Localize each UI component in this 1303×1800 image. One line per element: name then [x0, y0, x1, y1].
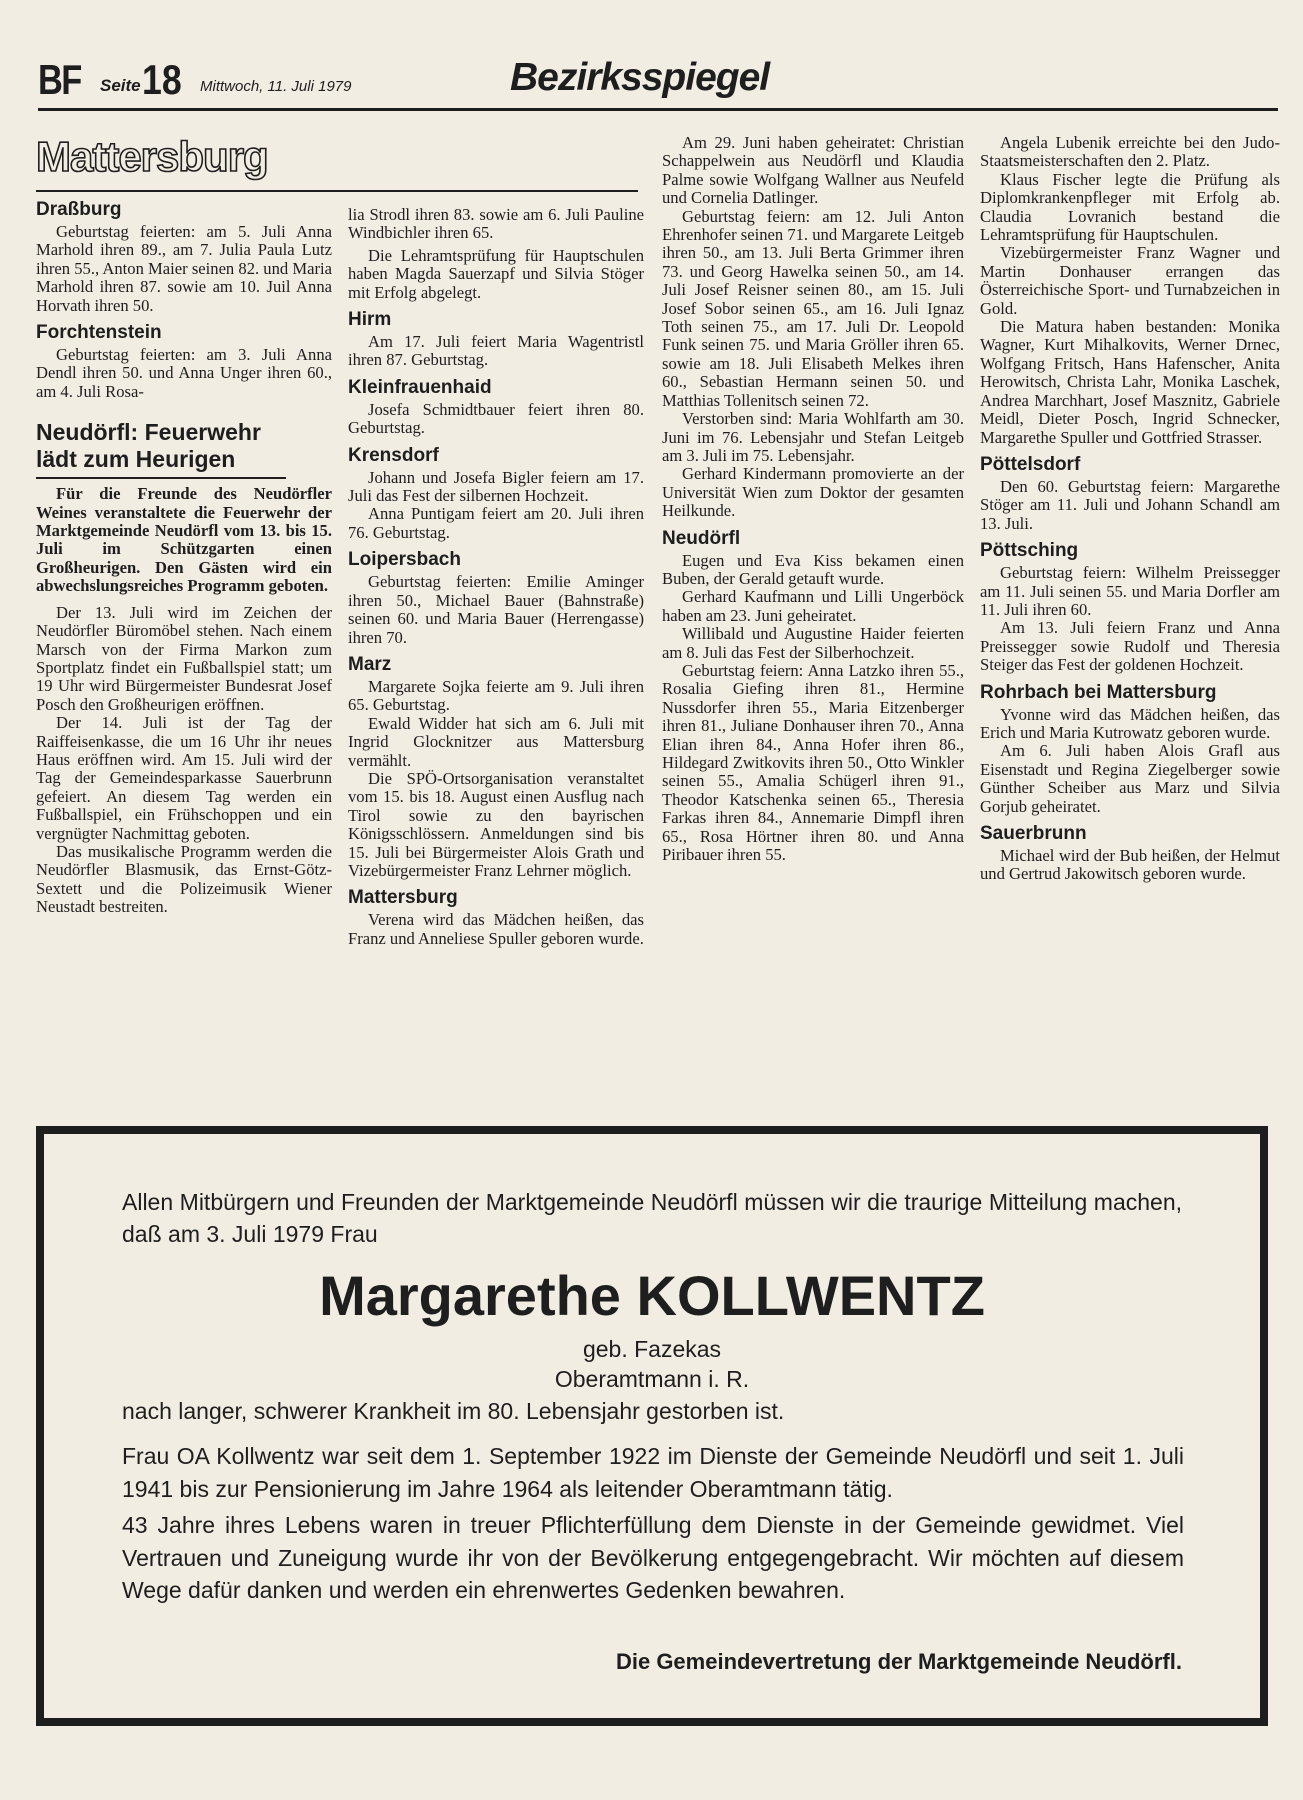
paragraph: Eugen und Eva Kiss bekamen einen Buben, der Gerald getauft wurde.	[662, 550, 964, 588]
paragraph: Angela Lubenik erreichte bei den Judo-Staatsmeisterschaften den 2. Platz.	[980, 133, 1280, 171]
heading-kleinfrauenhaid: Kleinfrauenhaid	[348, 376, 492, 398]
heading-poettelsdorf: Pöttelsdorf	[980, 453, 1081, 475]
paragraph: Gerhard Kindermann promovierte an der Universität Wien zum Doktor der gesamten Heilkunde.	[662, 464, 964, 521]
paragraph: Geburtstag feierten: am 5. Juli Anna Marhold ihren 89., am 7. Julia Paula Lutz ihren 55., Anton Maier seinen 82. und Maria Marhold ihren 87. sowie am 10. Juil Anna Horvath ihren 50.	[36, 222, 332, 315]
paragraph: Anna Puntigam feiert am 20. Juli ihren 76. Geburtstag.	[348, 504, 644, 542]
paragraph: Josefa Schmidtbauer feiert ihren 80. Geburtstag.	[348, 399, 644, 438]
heading-rohrbach: Rohrbach bei Mattersburg	[980, 681, 1217, 703]
page-number: 18	[142, 56, 182, 103]
feature-headline-line1: Neudörfl: Feuerwehr	[36, 419, 261, 446]
notice-body	[122, 1440, 1184, 1611]
issue-date: Mittwoch, 11. Juli 1979	[200, 78, 352, 95]
paragraph: Der 13. Juli wird im Zeichen der Neudörfler Büromöbel stehen. Nach einem Marsch von der Firma Markon zum Sportplatz findet ein Fußballspiel statt; um 19 Uhr wird Bürgermeister Bundesrat Josef Posch den Großheurigen eröffnen.	[36, 602, 332, 714]
column-1	[36, 128, 332, 917]
paragraph: Geburtstag feiern: am 12. Juli Anton Ehrenhofer seinen 71. und Margarete Leitgeb ihren 50., am 13. Juli Berta Grimmer ihren 73. und Georg Hawelka seinen 50., am 14. Juli Josef Reisner seinen 80., am 15. Juli Josef Sobor seinen 65., am 16. Juli Ignaz Toth seinen 75., am 17. Juli Dr. Leopold Funk seinen 75. und Maria Gröller ihren 65. sowie am 18. Juli Elisabeth Melkes ihren 60., Sebastian Hermann seinen 50. und Matthias Tollenitsch seinen 72.	[662, 206, 964, 410]
paragraph: Vizebürgermeister Franz Wagner und Martin Donhauser errangen das Österreichische Sport- und Turnabzeichen in Gold.	[980, 243, 1280, 318]
heading-hirm: Hirm	[348, 309, 392, 331]
paragraph: Willibald und Augustine Haider feierten am 8. Juli das Fest der Silberhochzeit.	[662, 624, 964, 662]
paragraph: Den 60. Geburtstag feiern: Margarethe Stöger am 11. Juli und Johann Schandl am 13. Juli.	[980, 476, 1280, 533]
heading-poettsching: Pöttsching	[980, 540, 1079, 562]
paragraph: Der 14. Juli ist der Tag der Raiffeisenkasse, die um 16 Uhr ihr neues Haus eröffnen wird. Am 15. Juli wird der Tag der Gemeindesparkasse Sauerbrunn gefeiert. An diesem Tag werden ein Fußballspiel, ein Frühschoppen und ein vergnügter Nachmittag geboten.	[36, 713, 332, 843]
paragraph: Geburtstag feiern: Wilhelm Preissegger am 11. Juli seinen 55. und Maria Dorfler am 11. Juli ihren 60.	[980, 563, 1280, 619]
feature-rule	[36, 477, 286, 479]
heading-krensdorf: Krensdorf	[348, 444, 439, 466]
paragraph: Gerhard Kaufmann und Lilli Ungerböck haben am 23. Juni geheiratet.	[662, 587, 964, 625]
feature-headline	[36, 419, 332, 473]
column-3	[662, 134, 964, 864]
section-title: Bezirksspiegel	[510, 56, 770, 99]
paragraph: Johann und Josefa Bigler feiern am 17. Juli das Fest der silbernen Hochzeit.	[348, 467, 644, 506]
notice-died: nach langer, schwerer Krankheit im 80. Lebensjahr gestorben ist.	[122, 1398, 785, 1424]
page-label: Seite	[100, 76, 141, 95]
notice-signature: Die Gemeindevertretung der Marktgemeinde Neudörfl.	[615, 1649, 1182, 1674]
heading-loipersbach: Loipersbach	[348, 549, 461, 571]
maiden-name: geb. Fazekas	[582, 1336, 722, 1362]
paragraph: Geburtstag feierten: am 3. Juli Anna Dendl ihren 50. und Anna Unger ihren 60., am 4. Juli Rosa-	[36, 345, 332, 401]
obituary-notice	[36, 1126, 1268, 1726]
column-2	[348, 206, 644, 948]
paragraph: Verstorben sind: Maria Wohlfarth am 30. Juni im 76. Lebensjahr und Stefan Leitgeb am 3. Juli im 75. Lebensjahr.	[662, 409, 964, 465]
paragraph: Die Lehramtsprüfung für Hauptschulen haben Magda Sauerzapf und Silvia Stöger mit Erfolg abgelegt.	[348, 245, 644, 302]
paragraph: lia Strodl ihren 83. sowie am 6. Juli Pauline Windbichler ihren 65.	[348, 205, 644, 243]
paragraph: Das musikalische Programm werden die Neudörfler Blasmusik, das Ernst-Götz-Sextett und die Polizeimusik Wiener Neustadt bestreiten.	[36, 841, 332, 917]
paragraph: Am 13. Juli feiern Franz und Anna Preissegger sowie Rudolf und Theresia Steiger das Fest der goldenen Hochzeit.	[980, 618, 1280, 675]
notice-paragraph: 43 Jahre ihres Lebens waren in treuer Pflichterfüllung dem Dienste in der Gemeinde gewidmet. Viel Vertrauen und Zuneigung wurde ihr von der Bevölkerung entgegengebracht. Wir möchten auf diesem Wege dafür danken und werden ein ehrenwertes Gedenken bewahren.	[122, 1512, 1184, 1603]
paragraph: Klaus Fischer legte die Prüfung als Diplomkrankenpfleger mit Erfolg ab. Claudia Lovranich bestand die Lehramtsprüfung für Hauptschulen.	[980, 169, 1280, 245]
heading-mattersburg: Mattersburg	[348, 887, 458, 909]
paragraph: Verena wird das Mädchen heißen, das Franz und Anneliese Spuller geboren wurde.	[348, 910, 644, 948]
town-heading: Mattersburg	[36, 133, 268, 180]
heading-neudoerfl: Neudörfl	[662, 527, 741, 549]
paragraph: Ewald Widder hat sich am 6. Juli mit Ingrid Glocknitzer aus Mattersburg vermählt.	[348, 713, 644, 770]
notice-intro: Allen Mitbürgern und Freunden der Marktgemeinde Neudörfl müssen wir die traurige Mitteilung machen, daß am 3. Juli 1979 Frau	[122, 1189, 1182, 1247]
deceased-title: Oberamtmann i. R.	[554, 1366, 750, 1392]
paper-logo: BF	[38, 56, 81, 103]
column-4	[980, 134, 1280, 884]
paragraph: Am 29. Juni haben geheiratet: Christian Schappelwein aus Neudörfl und Klaudia Palme sowie Wolfgang Wallner aus Neufeld und Cornelia Datlinger.	[662, 133, 964, 208]
heading-forchtenstein: Forchtenstein	[36, 322, 162, 344]
paragraph: Am 6. Juli haben Alois Grafl aus Eisenstadt und Regina Ziegelberger sowie Günther Scheiber aus Marz und Silvia Gorjub geheiratet.	[980, 741, 1280, 816]
town-rule	[36, 190, 638, 192]
page-header	[38, 52, 1278, 108]
paragraph: Die SPÖ-Ortsorganisation veranstaltet vom 15. bis 18. August einen Ausflug nach Tirol sowie zu den bayrischen Königsschlössern. Anmeldungen sind bis 15. Juli bei Bürgermeister Alois Grath und Vizebürgermeister Franz Lehrner möglich.	[348, 768, 644, 880]
paragraph: Yvonne wird das Mädchen heißen, das Erich und Maria Kutrowatz geboren wurde.	[980, 704, 1280, 742]
feature-headline-line2: lädt zum Heurigen	[36, 446, 236, 473]
paragraph: Margarete Sojka feierte am 9. Juli ihren 65. Geburtstag.	[348, 676, 644, 715]
lead-paragraph: Für die Freunde des Neudörfler Weines veranstaltete die Feuerwehr der Marktgemeinde Neudörfl vom 13. bis 15. Juli im Schützgarten einen Großheurigen. Den Gästen wird ein abwechslungsreiches Programm geboten.	[36, 484, 332, 596]
heading-marz: Marz	[348, 653, 392, 675]
heading-sauerbrunn: Sauerbrunn	[980, 823, 1087, 844]
paragraph: Geburtstag feierten: Emilie Aminger ihren 50., Michael Bauer (Bahnstraße) seinen 60. und Maria Bauer (Herrengasse) ihren 70.	[348, 572, 644, 647]
paragraph: Am 17. Juli feiert Maria Wagentristl ihren 87. Geburtstag.	[348, 332, 644, 370]
feature-lead	[36, 485, 332, 595]
notice-paragraph: Frau OA Kollwentz war seit dem 1. September 1922 im Dienste der Gemeinde Neudörfl und seit 1. Juli 1941 bis zur Pensionierung im Jahre 1964 als leitender Oberamtmann tätig.	[122, 1443, 1184, 1502]
paragraph: Geburtstag feiern: Anna Latzko ihren 55., Rosalia Giefing ihren 81., Hermine Nussdorfer ihren 55., Maria Eitzenberger ihren 81., Juliane Donhauser ihren 70., Anna Elian ihren 84., Anna Hofer ihren 86., Hildegard Zwitkovits ihren 50., Otto Winkler seinen 55., Amalia Schügerl ihren 91., Theodor Katschenka seinen 65., Theresia Farkas ihren 84., Annemarie Dimpfl ihren 65., Rosa Hörtner ihren 80. und Anna Piribauer ihren 55.	[662, 660, 964, 865]
paragraph: Die Matura haben bestanden: Monika Wagner, Kurt Mihalkovits, Werner Drnec, Wolfgang Fritsch, Hans Hafenscher, Anita Herowitsch, Christa Lahr, Monika Laschek, Andrea Marchhart, Josef Masznitz, Gabriele Meidl, Dieter Posch, Ingrid Schnecker, Margarethe Spuller und Gottfried Strasser.	[980, 317, 1280, 447]
paragraph: Michael wird der Bub heißen, der Helmut und Gertrud Jakowitsch geboren wurde.	[980, 846, 1280, 884]
deceased-name: Margarethe KOLLWENTZ	[319, 1264, 985, 1327]
header-rule	[38, 108, 1278, 111]
heading-drassburg: Draßburg	[36, 199, 122, 220]
